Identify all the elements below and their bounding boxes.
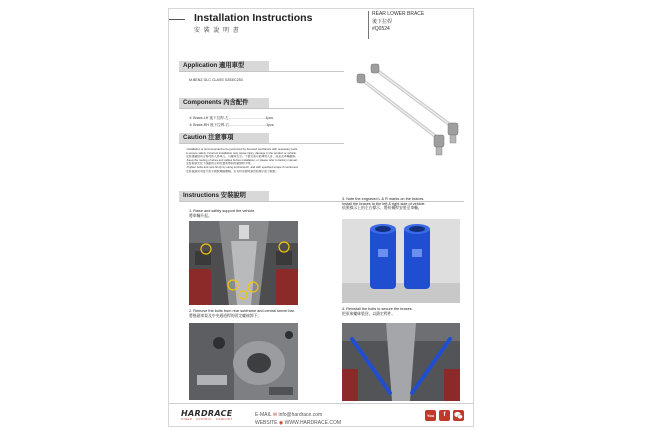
step-4-photo — [342, 323, 460, 401]
step-1-text — [189, 209, 255, 218]
caution-rule — [179, 143, 344, 144]
product-name: REAR LOWER BRACE — [372, 11, 425, 17]
youtube-icon[interactable]: You — [425, 410, 436, 421]
step-4-text — [342, 307, 413, 316]
contact-info — [255, 411, 341, 427]
instructions-heading: Instructions 安裝說明 — [179, 191, 269, 201]
step-1-photo — [189, 221, 298, 305]
application-vehicle: M.BENZ GLC CLASS X253/C253 — [189, 78, 243, 82]
email-row — [255, 411, 341, 419]
logo-tagline: STEER · CONTROL · COMFORT — [181, 418, 233, 421]
caution-line: 安裝後請使用扭力扳手鎖緊螺絲螺帽，若有特別說明請依照標示扭力鎖緊。 — [186, 169, 279, 173]
email-link[interactable]: info@hardrace.com — [278, 412, 323, 418]
components-heading: Components 內含配件 — [179, 98, 269, 108]
page-title: Installation Instructions — [194, 12, 313, 24]
caution-line: -Installation is recommended to be performed by licensed mechanics with necessary tools — [186, 148, 298, 151]
step-2-text — [189, 309, 295, 318]
step-2-line: 2. Remove the bolts from rear subframe and central tunnel bar. — [189, 309, 295, 313]
step-1-line: 1. Raise and safely support the vehicle. — [189, 209, 256, 213]
component-item-lh — [189, 116, 273, 121]
caution-line: -Keep the routing of wires and cables before installation, or please refer to factory manual. — [186, 158, 298, 162]
caution-line: 安裝前請先記下線路的走向位置或參照原廠維修手冊。 — [186, 162, 254, 166]
step-4-line: 4. Reinstall the bolts to secure the braces. — [342, 307, 413, 311]
step-3-line-2: Install the braces to the left & right side of vehicle. — [342, 201, 426, 206]
component-item-rh — [189, 123, 274, 128]
brace-product-image — [347, 61, 467, 166]
step-1-line-zh: 將車輛升起。 — [189, 213, 212, 218]
hardrace-logo — [181, 409, 233, 421]
instruction-sheet — [168, 8, 474, 427]
step-3-text — [342, 197, 426, 211]
wechat-icon[interactable] — [453, 410, 464, 421]
application-heading: Application 適用車型 — [179, 61, 269, 71]
product-name-zh: 後下拉桿 — [372, 18, 393, 25]
brace-rh-image — [371, 64, 458, 143]
product-info — [372, 11, 424, 34]
components-rule — [179, 108, 344, 109]
component-qty: 1pcs — [266, 123, 274, 127]
email-label: E-MAIL — [255, 412, 272, 418]
website-row — [255, 419, 341, 427]
product-code: #Q0524 — [372, 26, 390, 32]
header-accent-line — [169, 19, 185, 20]
caution-line: to ensure safety. Incorrect installation may cause injury, damage to the product or vehicle. — [186, 151, 297, 155]
application-rule — [179, 71, 344, 72]
caution-line: -Tighten bolts and nuts firmly by using torchwrench, and with specified torque if mentioned. — [186, 165, 299, 169]
website-label: WEBSITE — [255, 420, 278, 426]
component-label: ① Brace-LH 後下拉桿-左..................................... — [189, 116, 266, 120]
step-2-line-zh: 將後副車架及中央通道桿的固定螺絲卸下。 — [189, 313, 262, 318]
caution-heading: Caution 注意事項 — [179, 133, 269, 143]
website-link[interactable]: WWW.HARDRACE.COM — [284, 420, 342, 426]
facebook-icon[interactable]: f — [439, 410, 450, 421]
globe-icon: ◉ — [278, 420, 284, 426]
step-4-line-zh: 把原來螺絲裝回，以鎖定桿件。 — [342, 311, 396, 316]
step-3-line-zh: 依照標示上的左右標示，將結構桿安裝至車輛。 — [342, 206, 422, 211]
step-3-photo — [342, 219, 460, 303]
page-subtitle: 安 裝 說 明 書 — [194, 28, 240, 34]
header-divider — [368, 11, 369, 39]
footer-divider — [169, 403, 473, 404]
caution-line: 安裝建議由具合格技術人員執行，以確保安全。不當安裝可能導致人身、產品及車輛損傷。 — [186, 155, 298, 159]
step-2-photo — [189, 323, 298, 400]
step-3-line: 3. Note the engraved L & R marks on the braces. — [342, 197, 425, 201]
caution-text — [186, 148, 344, 173]
component-qty: 1pcs — [265, 116, 274, 120]
component-label: ② Brace-RH 後下拉桿-右..................................... — [189, 123, 267, 127]
logo-wordmark: HARDRACE — [181, 409, 233, 418]
email-icon: ✉ — [272, 412, 278, 418]
